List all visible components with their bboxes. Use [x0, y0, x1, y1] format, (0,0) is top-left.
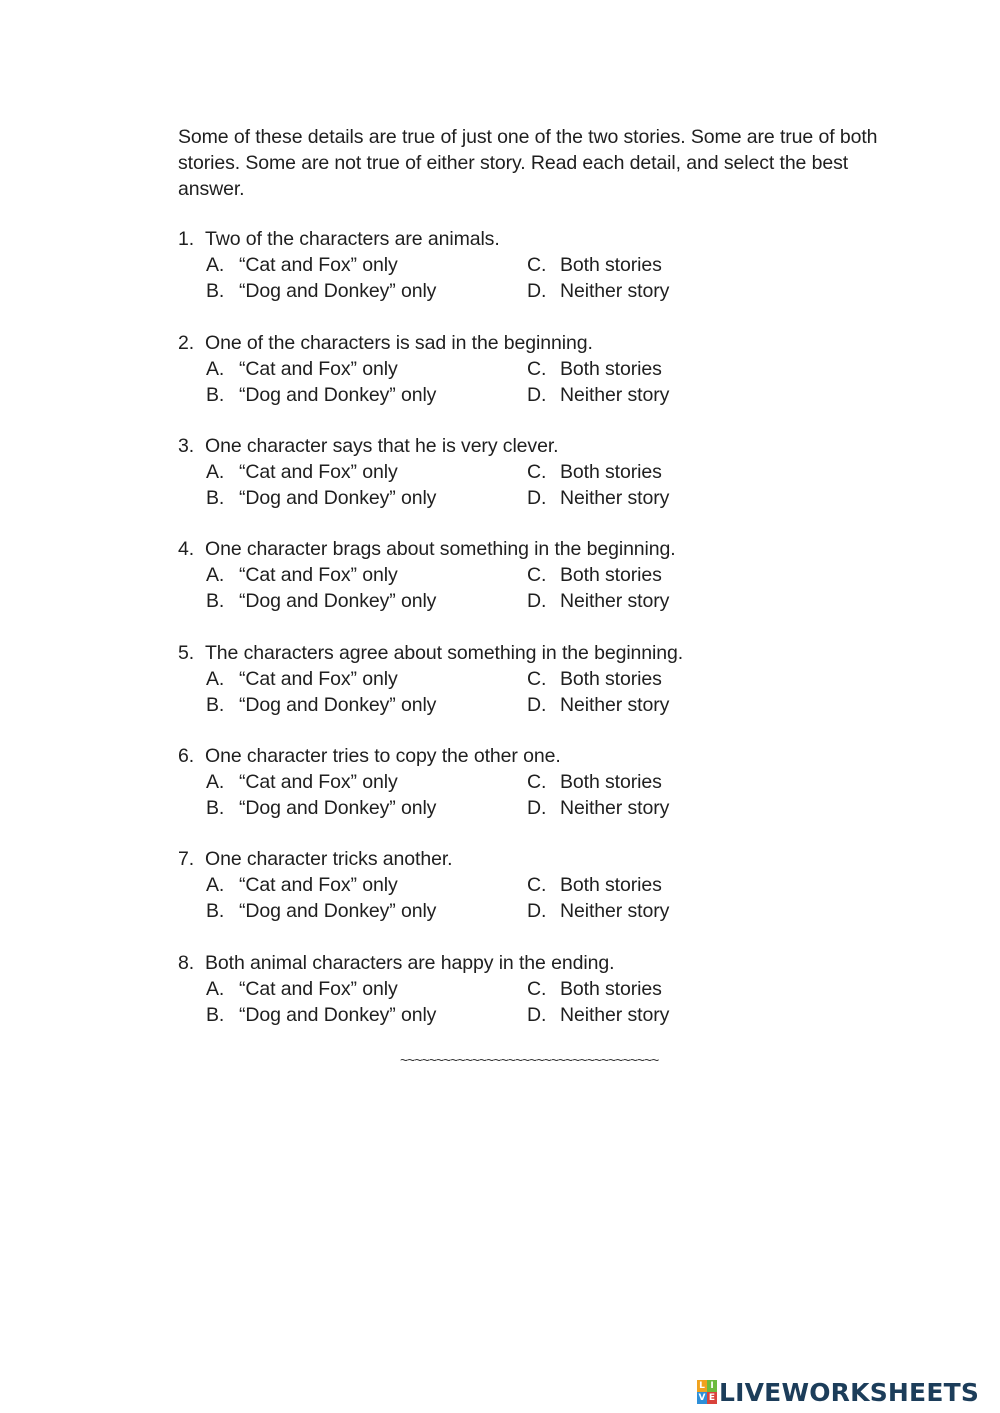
question-stem [178, 226, 798, 252]
question-stem [178, 743, 798, 769]
question-text: Both animal characters are happy in the ending. [205, 952, 615, 974]
option-text: Neither story [560, 797, 670, 819]
option-letter: D. [527, 590, 547, 612]
question-stem [178, 536, 798, 562]
option-letter: D. [527, 1004, 547, 1026]
question-number: 8. [178, 952, 195, 974]
option-row [178, 769, 798, 795]
option-text: “Dog and Donkey” only [239, 590, 437, 612]
option-letter: A. [206, 874, 225, 896]
option-row [178, 692, 798, 718]
option-letter: A. [206, 254, 225, 276]
option-text: “Dog and Donkey” only [239, 900, 437, 922]
liveworksheets-logo[interactable] [697, 1377, 979, 1407]
option-c[interactable] [527, 769, 662, 795]
option-a[interactable] [206, 769, 398, 795]
option-letter: C. [527, 874, 547, 896]
option-row [178, 562, 798, 588]
option-letter: D. [527, 280, 547, 302]
question-5 [178, 640, 798, 718]
option-d[interactable] [527, 382, 669, 408]
option-text: “Cat and Fox” only [239, 254, 398, 276]
question-8 [178, 950, 798, 1028]
option-text: “Dog and Donkey” only [239, 487, 437, 509]
question-number: 3. [178, 435, 195, 457]
question-text: One character tries to copy the other one. [205, 745, 561, 767]
option-row [178, 252, 798, 278]
liveworksheets-logo-icon [697, 1380, 717, 1404]
question-7 [178, 846, 798, 924]
option-a[interactable] [206, 872, 398, 898]
option-row [178, 666, 798, 692]
option-d[interactable] [527, 1002, 669, 1028]
option-text: “Cat and Fox” only [239, 564, 398, 586]
option-text: “Cat and Fox” only [239, 771, 398, 793]
option-row [178, 898, 798, 924]
option-text: Both stories [560, 461, 662, 483]
option-text: Both stories [560, 668, 662, 690]
option-text: “Cat and Fox” only [239, 874, 398, 896]
option-letter: A. [206, 978, 225, 1000]
option-letter: D. [527, 694, 547, 716]
brand-name: LIVEWORKSHEETS [719, 1377, 980, 1407]
option-a[interactable] [206, 252, 398, 278]
option-text: Neither story [560, 280, 670, 302]
option-c[interactable] [527, 459, 662, 485]
option-d[interactable] [527, 898, 669, 924]
question-number: 1. [178, 228, 195, 250]
option-letter: A. [206, 461, 225, 483]
option-text: Neither story [560, 487, 670, 509]
option-row [178, 278, 798, 304]
option-text: Neither story [560, 694, 670, 716]
option-row [178, 795, 798, 821]
option-letter: B. [206, 384, 225, 406]
option-letter: A. [206, 358, 225, 380]
option-row [178, 382, 798, 408]
option-text: Neither story [560, 590, 670, 612]
option-text: “Dog and Donkey” only [239, 797, 437, 819]
option-letter: C. [527, 254, 547, 276]
option-letter: C. [527, 978, 547, 1000]
option-text: Both stories [560, 254, 662, 276]
logo-tile: V [698, 1393, 706, 1403]
option-text: “Cat and Fox” only [239, 461, 398, 483]
option-letter: D. [527, 384, 547, 406]
option-row [178, 356, 798, 382]
option-a[interactable] [206, 459, 398, 485]
option-text: “Dog and Donkey” only [239, 280, 437, 302]
option-letter: A. [206, 564, 225, 586]
option-text: “Dog and Donkey” only [239, 694, 437, 716]
option-d[interactable] [527, 278, 669, 304]
option-c[interactable] [527, 872, 662, 898]
option-letter: A. [206, 771, 225, 793]
question-number: 4. [178, 538, 195, 560]
option-b[interactable] [206, 898, 436, 924]
option-a[interactable] [206, 356, 398, 382]
question-1 [178, 226, 798, 304]
option-d[interactable] [527, 795, 669, 821]
question-number: 7. [178, 848, 195, 870]
instructions-text: Some of these details are true of just one of the two stories. Some are true of both stories. Some are not true of either story. Read each detail, and select the best answer. [178, 126, 878, 200]
option-letter: D. [527, 487, 547, 509]
option-a[interactable] [206, 976, 398, 1002]
tilde-divider: ~~~~~~~~~~~~~~~~~~~~~~~~~~~~~~~~~~~~ [400, 1052, 659, 1068]
option-row [178, 976, 798, 1002]
option-text: Both stories [560, 978, 662, 1000]
option-d[interactable] [527, 588, 669, 614]
question-number: 5. [178, 642, 195, 664]
question-text: One of the characters is sad in the beginning. [205, 332, 593, 354]
option-text: Both stories [560, 358, 662, 380]
option-row [178, 872, 798, 898]
option-text: Both stories [560, 874, 662, 896]
option-b[interactable] [206, 382, 436, 408]
option-letter: B. [206, 590, 225, 612]
question-text: One character brags about something in the beginning. [205, 538, 676, 560]
option-text: “Cat and Fox” only [239, 978, 398, 1000]
option-letter: B. [206, 1004, 225, 1026]
option-b[interactable] [206, 795, 436, 821]
option-b[interactable] [206, 1002, 436, 1028]
question-stem [178, 640, 798, 666]
option-c[interactable] [527, 356, 662, 382]
option-row [178, 1002, 798, 1028]
question-2 [178, 330, 798, 408]
option-letter: D. [527, 797, 547, 819]
question-text: One character says that he is very clever. [205, 435, 559, 457]
option-b[interactable] [206, 278, 436, 304]
option-row [178, 459, 798, 485]
option-text: Both stories [560, 771, 662, 793]
question-text: Two of the characters are animals. [205, 228, 500, 250]
option-c[interactable] [527, 666, 662, 692]
option-letter: C. [527, 564, 547, 586]
option-c[interactable] [527, 562, 662, 588]
option-text: Neither story [560, 384, 670, 406]
question-stem [178, 846, 798, 872]
option-row [178, 485, 798, 511]
question-4 [178, 536, 798, 614]
logo-tile: L [697, 1380, 707, 1392]
option-letter: B. [206, 694, 225, 716]
question-stem [178, 950, 798, 976]
option-letter: A. [206, 668, 225, 690]
option-letter: B. [206, 900, 225, 922]
option-letter: C. [527, 358, 547, 380]
question-number: 6. [178, 745, 195, 767]
option-c[interactable] [527, 252, 662, 278]
option-b[interactable] [206, 692, 436, 718]
logo-tile: I [707, 1380, 717, 1392]
question-text: One character tricks another. [205, 848, 453, 870]
option-text: “Dog and Donkey” only [239, 1004, 437, 1026]
option-text: “Cat and Fox” only [239, 358, 398, 380]
option-text: Neither story [560, 1004, 670, 1026]
option-a[interactable] [206, 562, 398, 588]
option-a[interactable] [206, 666, 398, 692]
option-b[interactable] [206, 485, 436, 511]
option-text: Both stories [560, 564, 662, 586]
option-text: “Dog and Donkey” only [239, 384, 437, 406]
question-stem [178, 330, 798, 356]
option-c[interactable] [527, 976, 662, 1002]
option-letter: B. [206, 797, 225, 819]
question-number: 2. [178, 332, 195, 354]
question-6 [178, 743, 798, 821]
option-letter: C. [527, 668, 547, 690]
question-stem [178, 433, 798, 459]
option-text: Neither story [560, 900, 670, 922]
question-text: The characters agree about something in the beginning. [205, 642, 684, 664]
option-letter: B. [206, 487, 225, 509]
option-letter: C. [527, 771, 547, 793]
option-letter: C. [527, 461, 547, 483]
option-b[interactable] [206, 588, 436, 614]
question-3 [178, 433, 798, 511]
option-row [178, 588, 798, 614]
option-letter: B. [206, 280, 225, 302]
option-d[interactable] [527, 692, 669, 718]
logo-tile: E [708, 1393, 716, 1403]
option-d[interactable] [527, 485, 669, 511]
option-letter: D. [527, 900, 547, 922]
option-text: “Cat and Fox” only [239, 668, 398, 690]
